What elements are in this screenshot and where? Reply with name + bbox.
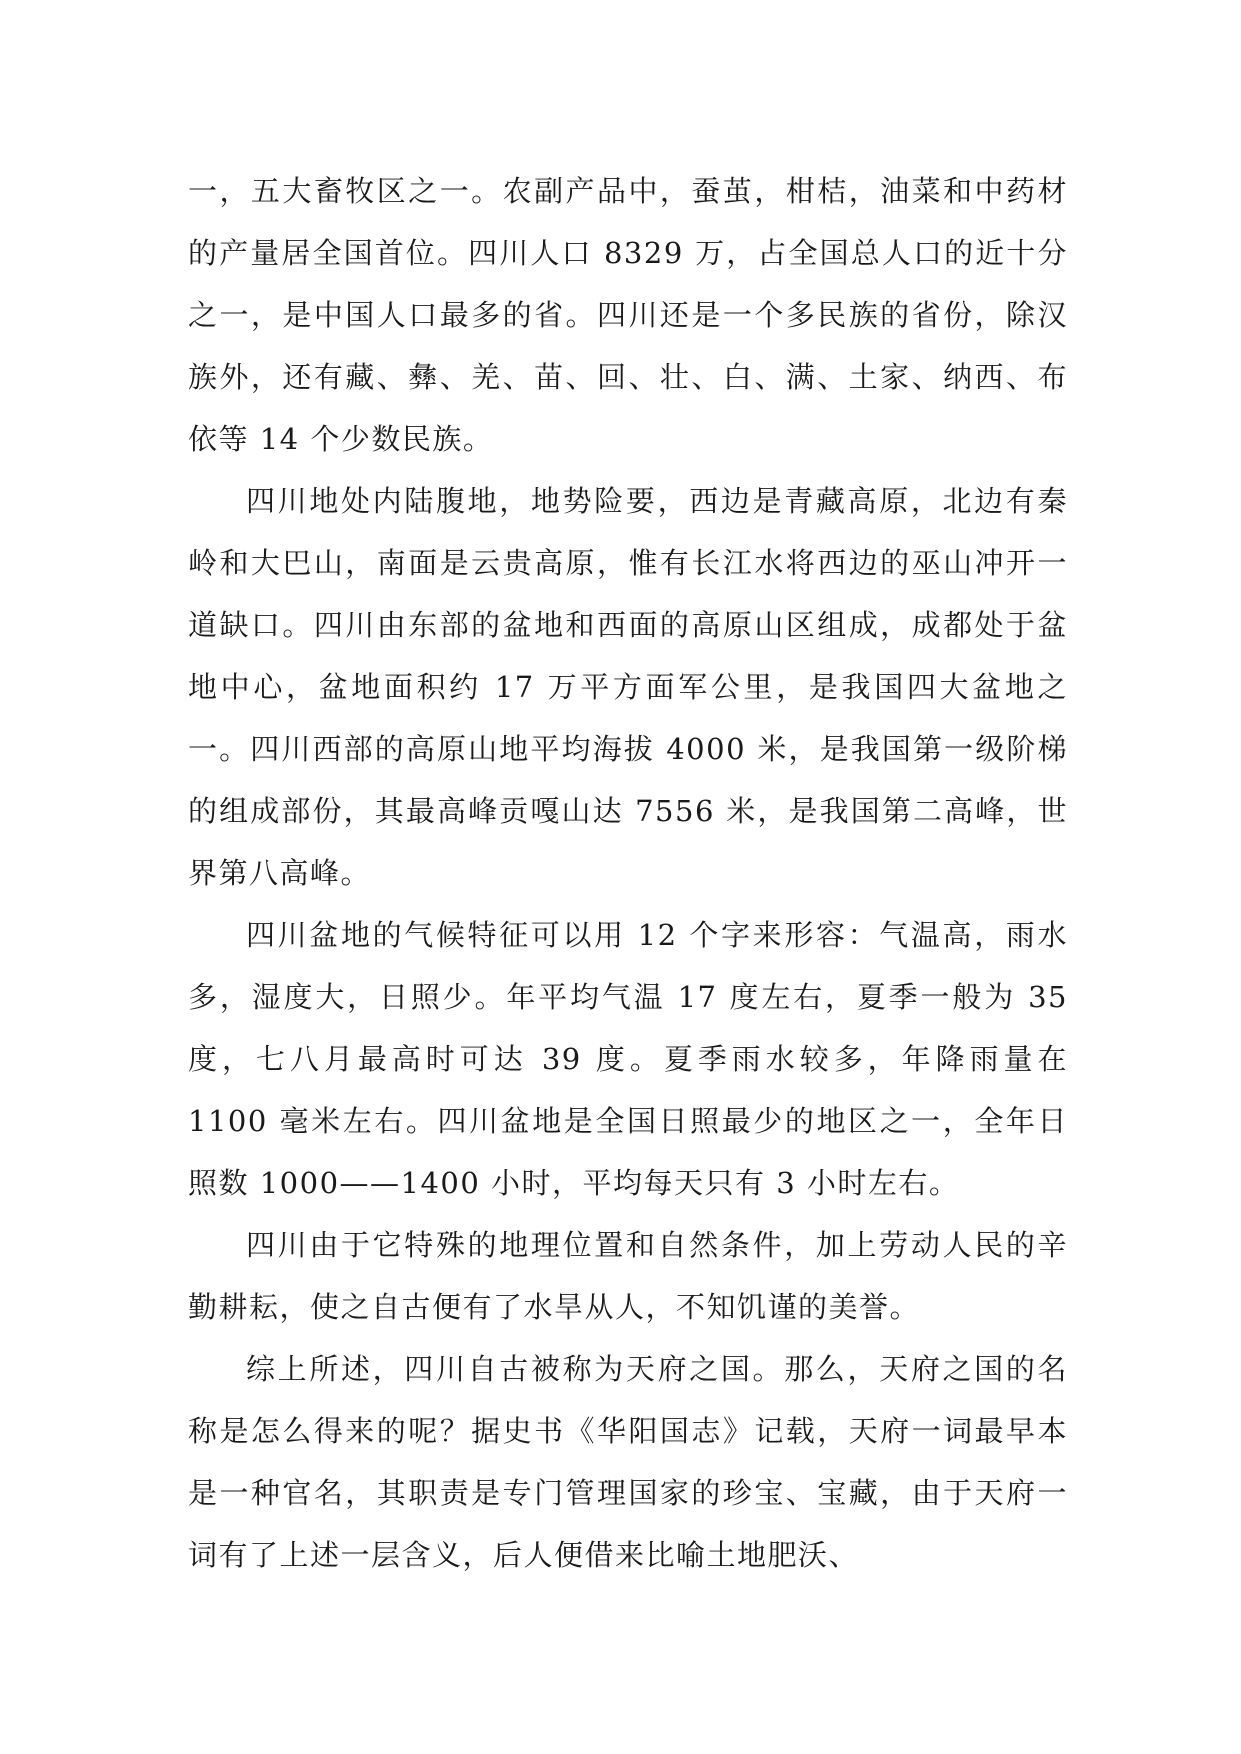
document-body [188,160,1068,1586]
paragraph-climate: 四川盆地的气候特征可以用 12 个字来形容：气温高，雨水多，湿度大，日照少。年平均气温 17 度左右，夏季一般为 35 度，七八月最高时可达 39 度。夏季雨水较多，年降雨量在 1100 毫米左右。四川盆地是全国日照最少的地区之一，全年日照数 1000——1400 小时，平均每天只有 3 小时左右。 [188,918,1068,1200]
paragraph-natural-conditions: 四川由于它特殊的地理位置和自然条件，加上劳动人民的辛勤耕耘，使之自古便有了水旱从人，不知饥谨的美誉。 [188,1228,1068,1324]
paragraph-tianfu-origin: 综上所述，四川自古被称为天府之国。那么，天府之国的名称是怎么得来的呢？据史书《华阳国志》记载，天府一词最早本是一种官名，其职责是专门管理国家的珍宝、宝藏，由于天府一词有了上述一层含义，后人便借来比喻土地肥沃、 [188,1352,1068,1572]
paragraph-agriculture-population: 一，五大畜牧区之一。农副产品中，蚕茧，柑桔，油菜和中药材的产量居全国首位。四川人口 8329 万，占全国总人口的近十分之一，是中国人口最多的省。四川还是一个多民族的省份，除汉族外，还有藏、彝、羌、苗、回、壮、白、满、土家、纳西、布依等 14 个少数民族。 [188,174,1068,456]
paragraph-geography: 四川地处内陆腹地，地势险要，西边是青藏高原，北边有秦岭和大巴山，南面是云贵高原，惟有长江水将西边的巫山冲开一道缺口。四川由东部的盆地和西面的高原山区组成，成都处于盆地中心，盆地面积约 17 万平方面军公里，是我国四大盆地之一。四川西部的高原山地平均海拔 4000 米，是我国第一级阶梯的组成部份，其最高峰贡嘎山达 7556 米，是我国第二高峰，世界第八高峰。 [188,484,1068,890]
